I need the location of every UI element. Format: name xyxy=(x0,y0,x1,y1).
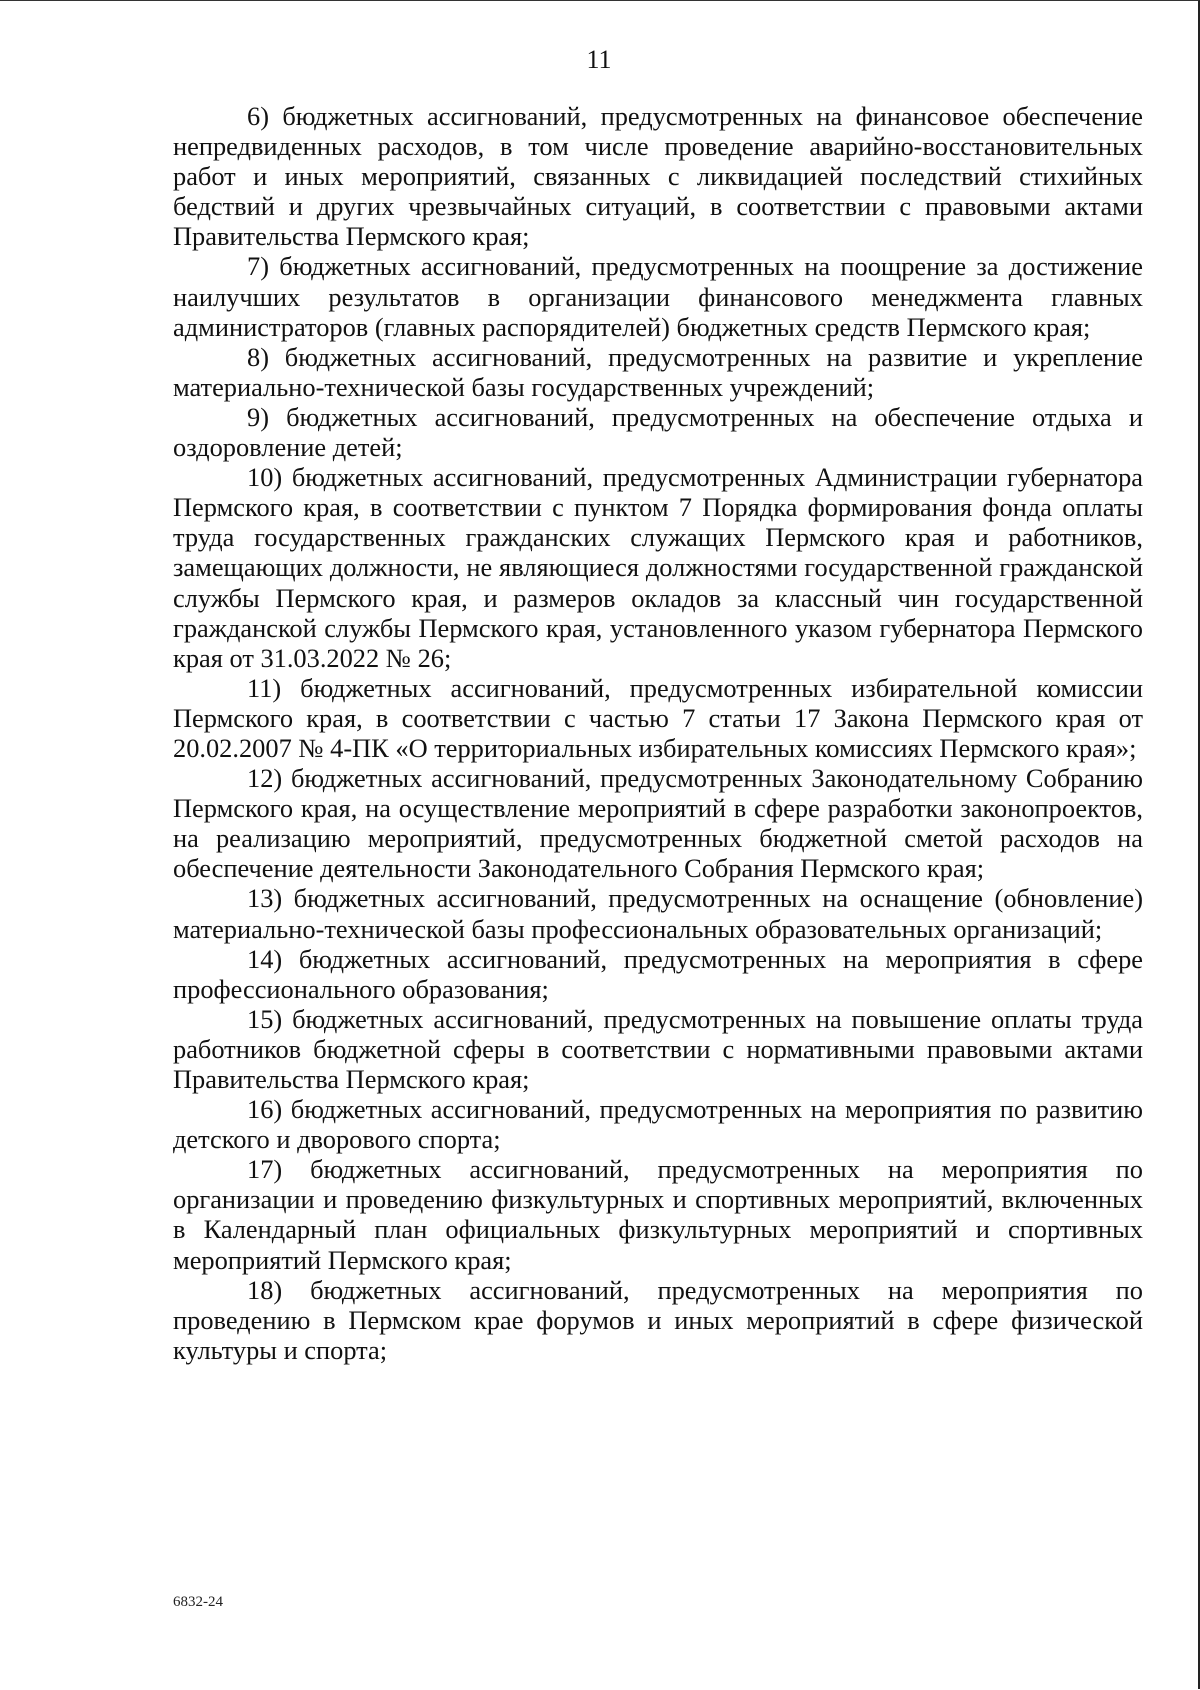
paragraph-item-12: 12) бюджетных ассигнований, предусмотренных Законодательному Собранию Пермского края, на осуществление мероприятий в сфере разработки законопроектов, на реализацию мероприятий, предусмотренных бюджетной сметой расходов на обеспечение деятельности Законодательного Собрания Пермского края; xyxy=(173,763,1143,884)
paragraph-item-13: 13) бюджетных ассигнований, предусмотренных на оснащение (обновление) материально-технической базы профессиональных образовательных организаций; xyxy=(173,883,1143,944)
document-body xyxy=(173,101,1143,1365)
paragraph-item-18: 18) бюджетных ассигнований, предусмотренных на мероприятия по проведению в Пермском крае форумов и иных мероприятий в сфере физической культуры и спорта; xyxy=(173,1274,1143,1365)
paragraph-item-9: 9) бюджетных ассигнований, предусмотренных на обеспечение отдыха и оздоровление детей; xyxy=(173,401,1143,463)
paragraph-item-8: 8) бюджетных ассигнований, предусмотренных на развитие и укрепление материально-технической базы государственных учреждений; xyxy=(173,341,1143,402)
paragraph-item-16: 16) бюджетных ассигнований, предусмотренных на мероприятия по развитию детского и дворового спорта; xyxy=(173,1094,1143,1155)
document-code: 6832-24 xyxy=(173,1594,223,1610)
paragraph-item-10: 10) бюджетных ассигнований, предусмотренных Администрации губернатора Пермского края, в соответствии с пунктом 7 Порядка формирования фонда оплаты труда государственных гражданских служащих Пермского края и работников, замещающих должности, не являющиеся должностями государственной гражданской службы Пермского края, и размеров окладов за классный чин государственной гражданской службы Пермского края, установленного указом губернатора Пермского края от 31.03.2022 № 26; xyxy=(173,462,1143,673)
paragraph-item-11: 11) бюджетных ассигнований, предусмотренных избирательной комиссии Пермского края, в соответствии с частью 7 статьи 17 Закона Пермского края от 20.02.2007 № 4-ПК «О территориальных избирательных комиссиях Пермского края»; xyxy=(173,672,1143,763)
paragraph-item-17: 17) бюджетных ассигнований, предусмотренных на мероприятия по организации и проведению физкультурных и спортивных мероприятий, включенных в Календарный план официальных физкультурных мероприятий и спортивных мероприятий Пермского края; xyxy=(173,1154,1143,1275)
paragraph-item-15: 15) бюджетных ассигнований, предусмотренных на повышение оплаты труда работников бюджетной сферы в соответствии с нормативными правовыми актами Правительства Пермского края; xyxy=(173,1003,1143,1094)
paragraph-item-7: 7) бюджетных ассигнований, предусмотренных на поощрение за достижение наилучших результатов в организации финансового менеджмента главных администраторов (главных распорядителей) бюджетных средств Пермского края; xyxy=(173,251,1143,342)
paragraph-item-6: 6) бюджетных ассигнований, предусмотренных на финансовое обеспечение непредвиденных расходов, в том числе проведение аварийно-восстановительных работ и иных мероприятий, связанных с ликвидацией последствий стихийных бедствий и других чрезвычайных ситуаций, в соответствии с правовыми актами Правительства Пермского края; xyxy=(173,101,1143,252)
paragraph-item-14: 14) бюджетных ассигнований, предусмотренных на мероприятия в сфере профессионального образования; xyxy=(173,943,1143,1004)
page-number: 11 xyxy=(586,45,612,74)
